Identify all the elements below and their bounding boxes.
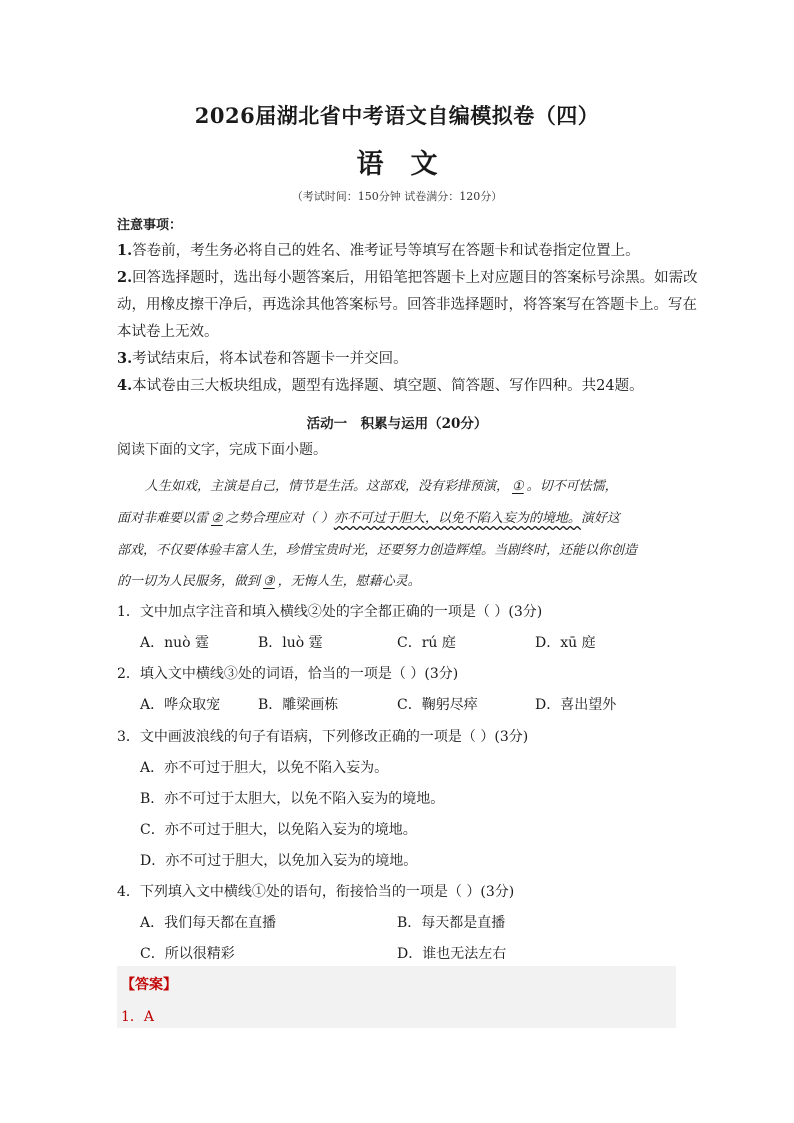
q1-option-d[interactable]: D．xū 庭 (535, 635, 596, 651)
notice-text: 本试卷由三大板块组成，题型有选择题、填空题、简答题、写作四种。共24题。 (132, 378, 644, 394)
notice-line-4 (117, 325, 219, 340)
notice-number: 1. (117, 242, 133, 259)
notice-text: 考试结束后，将本试卷和答题卡一并交回。 (132, 351, 408, 367)
notice-text: 动，用橡皮擦干净后，再选涂其他答案标号。回答非选择题时，将答案写在答题卡上。写在 (117, 297, 697, 313)
passage-line-1 (145, 475, 618, 494)
notice-line-5 (117, 352, 408, 367)
passage-text: 之势合理应对（ ） (225, 511, 334, 526)
answer-box (117, 966, 676, 1028)
passage-text: 人生如戏，主演是自己，情节是生活。这部戏，没有彩排预演， (145, 479, 510, 494)
question-1-stem: 1．文中加点字注音和填入横线②处的字全都正确的一项是（ ）(3分) (117, 604, 543, 620)
q2-option-a[interactable]: A．哗众取宠 (140, 697, 221, 713)
notice-line-2 (117, 271, 698, 286)
q4-option-b[interactable]: B．每天都是直播 (397, 915, 506, 931)
notice-text: 本试卷上无效。 (117, 324, 219, 340)
notice-line-1 (117, 244, 640, 259)
section-instruction: 阅读下面的文字，完成下面小题。 (117, 442, 327, 458)
answer-1: 1．A (121, 1009, 155, 1025)
q3-option-a[interactable]: A．亦不可过于胆大，以免不陷入妄为。 (140, 760, 389, 776)
q4-option-c[interactable]: C．所以很精彩 (140, 946, 235, 962)
notice-line-6 (117, 379, 644, 394)
q1-option-a[interactable]: A．nuò 霆 (140, 635, 210, 651)
q3-option-c[interactable]: C．亦不可过于胆大，以免陷入妄为的境地。 (140, 822, 417, 838)
exam-title: 2026届湖北省中考语文自编模拟卷（四） (194, 103, 600, 128)
q1-option-b[interactable]: B．luò 霆 (258, 635, 323, 651)
q2-option-d[interactable]: D．喜出望外 (535, 697, 617, 713)
answer-label: 【答案】 (121, 977, 177, 993)
question-4-stem: 4．下列填入文中横线①处的语句，衔接恰当的一项是（ ）(3分) (117, 884, 515, 900)
blank-2: ② (211, 511, 223, 526)
notice-number: 3. (117, 350, 133, 367)
notice-text: 答卷前，考生务必将自己的姓名、准考证号等填写在答题卡和试卷指定位置上。 (132, 243, 640, 259)
q2-option-b[interactable]: B．雕梁画栋 (258, 697, 339, 713)
q2-option-c[interactable]: C．鞠躬尽瘁 (397, 697, 478, 713)
notice-number: 4. (117, 377, 133, 394)
wavy-sentence: 亦不可过于胆大，以免不陷入妄为的境地。 (333, 511, 581, 526)
notice-title: 注意事项： (117, 218, 183, 233)
q4-option-a[interactable]: A．我们每天都在直播 (140, 915, 277, 931)
q1-option-c[interactable]: C．rú 庭 (397, 635, 456, 651)
passage-line-2 (117, 507, 620, 526)
passage-line-3: 部戏，不仅要体验丰富人生，珍惜宝贵时光，还要努力创造辉煌。当剧终时，还能以你创造 (117, 543, 638, 558)
passage-text: 演好这 (580, 511, 620, 526)
question-3-stem: 3．文中画波浪线的句子有语病，下列修改正确的一项是（ ）(3分) (117, 729, 529, 745)
passage-text: 面对非难要以雷 (117, 511, 209, 526)
passage-line-4 (117, 570, 421, 589)
q4-option-d[interactable]: D．谁也无法左右 (397, 946, 507, 962)
notice-number: 2. (117, 269, 133, 286)
subject-title: 语 文 (356, 149, 438, 180)
q3-option-d[interactable]: D．亦不可过于胆大，以免加入妄为的境地。 (140, 853, 418, 869)
notice-line-3 (117, 298, 697, 313)
q3-option-b[interactable]: B．亦不可过于太胆大，以免不陷入妄为的境地。 (140, 791, 445, 807)
passage-text: ，无悔人生，慰藉心灵。 (277, 574, 421, 589)
question-2-stem: 2．填入文中横线③处的词语，恰当的一项是（ ）(3分) (117, 666, 459, 682)
exam-info: （考试时间：150分钟 试卷满分：120分） (291, 190, 503, 203)
section-title: 活动一 积累与运用（20分） (306, 416, 488, 432)
passage-text: 。切不可怯懦， (526, 479, 618, 494)
blank-3: ③ (263, 574, 275, 589)
passage-text: 的一切为人民服务，做到 (117, 574, 261, 589)
notice-text: 回答选择题时，选出每小题答案后，用铅笔把答题卡上对应题目的答案标号涂黑。如需改 (132, 270, 698, 286)
blank-1: ① (512, 479, 524, 494)
